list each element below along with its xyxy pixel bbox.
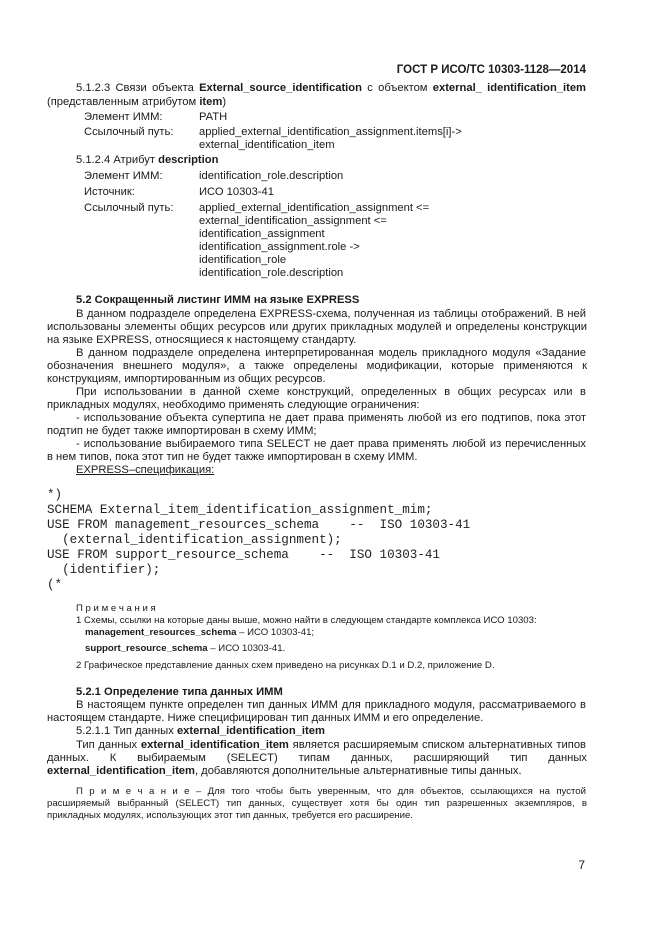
section-5-2-1-heading: 5.2.1 Определение типа данных ИММ <box>76 686 283 698</box>
row-value: identification_role <box>199 254 287 266</box>
row-value: PATH <box>199 111 228 123</box>
row-label: Элемент ИММ: <box>84 111 163 123</box>
paragraph-line: В данном подразделе определена EXPRESS-схема, полученная из таблицы отображений. В ней <box>76 308 586 320</box>
paragraph-line: данных. К выбираемым (SELECT) типам данных, расширяющий тип данных <box>47 752 587 764</box>
paragraph-line: использованы элементы общих ресурсов или других прикладных модулей и определены конструкции <box>47 321 587 333</box>
document-id: ГОСТ Р ИСО/ТС 10303-1128—2014 <box>396 64 586 76</box>
code-line: USE FROM management_resources_schema -- ISO 10303-41 <box>47 518 471 532</box>
row-value: identification_assignment <box>199 228 325 240</box>
row-value: applied_external_identification_assignment.items[i]-> <box>199 126 462 138</box>
paragraph-line: прикладных модулях, необходимо применять следующие ограничения: <box>47 399 420 411</box>
note-line: расширяемый выбранный (SELECT) тип данных, существует хотя бы один тип разрешенных экземпляров, в <box>47 798 587 809</box>
paragraph-line: В данном подразделе определена интерпретированная модель прикладного модуля «Задание <box>76 347 586 359</box>
paragraph-line: на языке EXPRESS, относящиеся к настоящему стандарту. <box>47 334 357 346</box>
clause-5-2-1-1-heading: 5.2.1.1 Тип данных external_identification_item <box>76 725 325 737</box>
clause-5-1-2-3-heading: 5.1.2.3 Связи объекта External_source_identification с объектом external_ identification_item <box>76 82 586 94</box>
bullet-line: подтип не будет также импортирован в схему ИММ; <box>47 425 317 437</box>
paragraph-line: external_identification_item, добавляются дополнительные альтернативные типы данных. <box>47 765 522 777</box>
express-spec-label: EXPRESS–спецификация: <box>76 464 215 476</box>
code-line: SCHEMA External_item_identification_assignment_mim; <box>47 503 433 517</box>
note-2: 2 Графическое представление данных схем приведено на рисунках D.1 и D.2, приложение D. <box>76 660 495 671</box>
paragraph-line: настоящем стандарте. Ниже специфицирован тип данных ИММ и его определение. <box>47 712 484 724</box>
row-value: applied_external_identification_assignment <= <box>199 202 430 214</box>
notes-title: П р и м е ч а н и я <box>76 603 156 614</box>
bullet-line: в нем типов, пока этот тип не будет также импортирован в схему ИММ. <box>47 451 418 463</box>
code-line: (* <box>47 578 63 592</box>
row-value: identification_role.description <box>199 267 344 279</box>
clause-5-1-2-3-heading-line2: (представленным атрибутом item) <box>47 96 227 108</box>
bullet-line: - использование выбираемого типа SELECT не дает права применять любой из перечисленных <box>76 438 586 450</box>
page-number: 7 <box>578 858 585 872</box>
paragraph-line: обозначения внешнего модуля», а также определены модификации, которые применяются к <box>47 360 587 372</box>
code-line: (identifier); <box>47 563 161 577</box>
paragraph-line: При использовании в данной схеме конструкций, определенных в общих ресурсах или в <box>76 386 586 398</box>
row-label: Ссылочный путь: <box>84 126 174 138</box>
paragraph-line: В настоящем пункте определен тип данных ИММ для прикладного модуля, рассматриваемого в <box>76 699 586 711</box>
row-label: Элемент ИММ: <box>84 170 163 182</box>
clause-5-1-2-4-heading: 5.1.2.4 Атрибут description <box>76 154 219 166</box>
code-line: (external_identification_assignment); <box>47 533 342 547</box>
note-line: прикладных модулях, использующих этот тип данных, требуется его расширение. <box>47 810 413 821</box>
bullet-line: - использование объекта супертипа не дает права применять любой из его подтипов, пока этот <box>76 412 586 424</box>
section-5-2-heading: 5.2 Сокращенный листинг ИММ на языке EXPRESS <box>76 294 360 306</box>
code-line: *) <box>47 488 63 502</box>
note-1-ref-b: support_resource_schema – ИСО 10303-41. <box>85 643 286 654</box>
row-value: external_identification_item <box>199 139 335 151</box>
note-1: 1 Схемы, ссылки на которые даны выше, можно найти в следующем стандарте комплекса ИСО 10303: <box>76 615 537 626</box>
row-value: identification_role.description <box>199 170 344 182</box>
row-value: external_identification_assignment <= <box>199 215 387 227</box>
row-value: ИСО 10303-41 <box>199 186 274 198</box>
paragraph-line: конструкциям, импортированным из общих ресурсов. <box>47 373 326 385</box>
paragraph-line: Тип данных external_identification_item является расширяемым списком альтернативных типов <box>76 739 586 751</box>
note-1-ref-a: management_resources_schema – ИСО 10303-41; <box>85 627 315 638</box>
row-label: Ссылочный путь: <box>84 202 174 214</box>
note-line: П р и м е ч а н и е – Для того чтобы быть уверенным, что для объектов, ссылающихся на пустой <box>76 786 586 797</box>
row-label: Источник: <box>84 186 135 198</box>
code-line: USE FROM support_resource_schema -- ISO 10303-41 <box>47 548 440 562</box>
row-value: identification_assignment.role -> <box>199 241 360 253</box>
